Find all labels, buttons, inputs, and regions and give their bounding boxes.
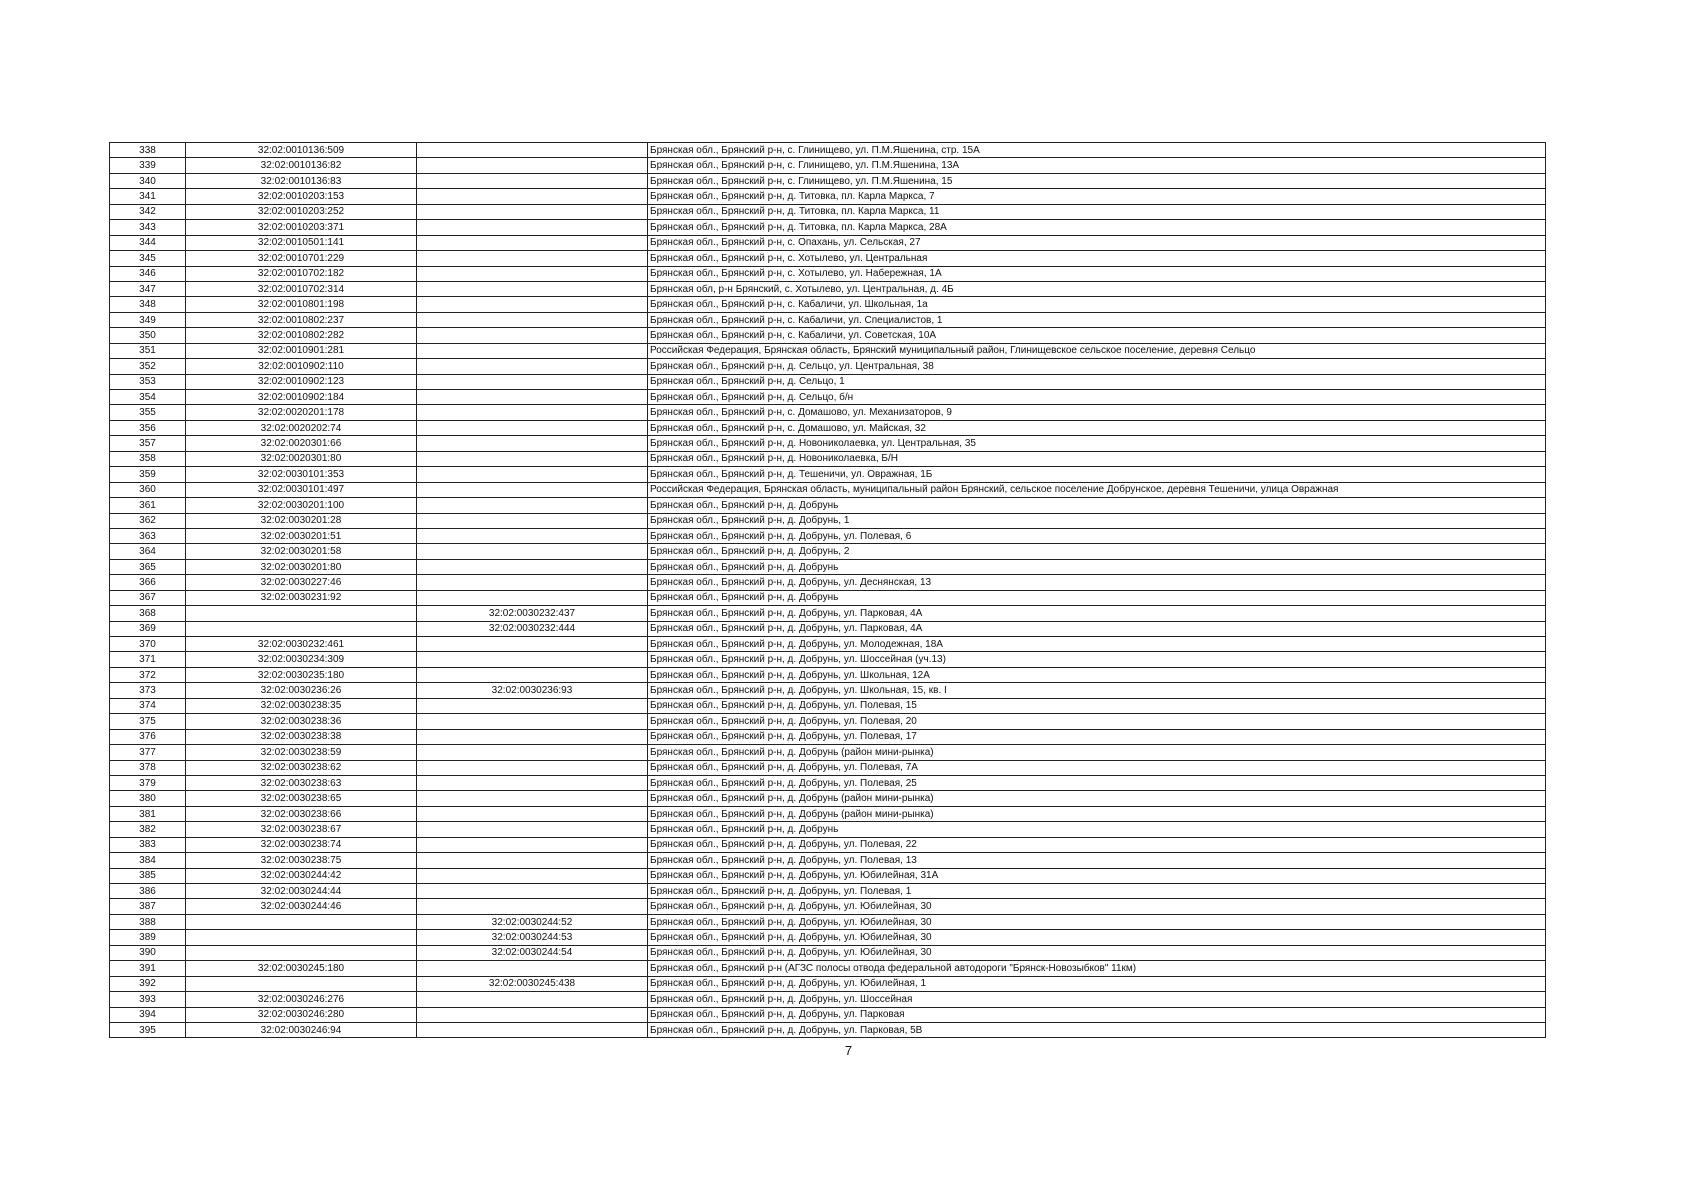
table-row bbox=[110, 544, 1546, 559]
cadastral-number-cell: 32:02:0010902:184 bbox=[186, 390, 417, 405]
row-number-cell: 366 bbox=[110, 575, 186, 590]
table-row bbox=[110, 1007, 1546, 1022]
cadastral-number-cell: 32:02:0030238:74 bbox=[186, 837, 417, 852]
address-cell: Брянская обл., Брянский р-н, д. Добрунь, ул. Шоссейная bbox=[648, 992, 1546, 1007]
address-cell: Брянская обл., Брянский р-н, д. Добрунь, ул. Парковая, 4А bbox=[648, 621, 1546, 636]
table-row bbox=[110, 914, 1546, 929]
address-cell: Брянская обл., Брянский р-н, д. Добрунь, ул. Полевая, 22 bbox=[648, 837, 1546, 852]
row-number-cell: 338 bbox=[110, 143, 186, 158]
address-cell: Брянская обл., Брянский р-н, д. Титовка, пл. Карла Маркса, 7 bbox=[648, 189, 1546, 204]
second-cadastral-number-cell: 32:02:0030244:52 bbox=[417, 914, 648, 929]
cadastral-number-cell: 32:02:0010701:229 bbox=[186, 251, 417, 266]
cadastral-number-cell: 32:02:0010902:110 bbox=[186, 359, 417, 374]
row-number-cell: 384 bbox=[110, 853, 186, 868]
address-cell: Брянская обл., Брянский р-н (АГЗС полосы отвода федеральной автодороги "Брянск-Новозыбков" 11км) bbox=[648, 961, 1546, 976]
cadastral-number-cell: 32:02:0030238:63 bbox=[186, 775, 417, 790]
row-number-cell: 373 bbox=[110, 683, 186, 698]
second-cadastral-number-cell bbox=[417, 729, 648, 744]
second-cadastral-number-cell bbox=[417, 451, 648, 466]
cadastral-number-cell: 32:02:0010702:182 bbox=[186, 266, 417, 281]
address-cell: Брянская обл., Брянский р-н, д. Добрунь, ул. Полевая, 13 bbox=[648, 853, 1546, 868]
cadastral-number-cell: 32:02:0030201:80 bbox=[186, 559, 417, 574]
row-number-cell: 379 bbox=[110, 775, 186, 790]
row-number-cell: 394 bbox=[110, 1007, 186, 1022]
table-row bbox=[110, 575, 1546, 590]
second-cadastral-number-cell bbox=[417, 420, 648, 435]
row-number-cell: 350 bbox=[110, 328, 186, 343]
cadastral-number-cell: 32:02:0020202:74 bbox=[186, 420, 417, 435]
table-row bbox=[110, 173, 1546, 188]
cadastral-number-cell: 32:02:0030244:44 bbox=[186, 884, 417, 899]
second-cadastral-number-cell bbox=[417, 698, 648, 713]
cadastral-number-cell bbox=[186, 606, 417, 621]
row-number-cell: 365 bbox=[110, 559, 186, 574]
table-row bbox=[110, 528, 1546, 543]
cadastral-number-cell: 32:02:0010902:123 bbox=[186, 374, 417, 389]
table-row bbox=[110, 853, 1546, 868]
row-number-cell: 360 bbox=[110, 482, 186, 497]
table-row bbox=[110, 621, 1546, 636]
table-row bbox=[110, 328, 1546, 343]
address-cell: Брянская обл., Брянский р-н, д. Добрунь, ул. Школьная, 12А bbox=[648, 667, 1546, 682]
cadastral-number-cell: 32:02:0010501:141 bbox=[186, 235, 417, 250]
table-row bbox=[110, 482, 1546, 497]
second-cadastral-number-cell bbox=[417, 806, 648, 821]
second-cadastral-number-cell bbox=[417, 575, 648, 590]
row-number-cell: 346 bbox=[110, 266, 186, 281]
second-cadastral-number-cell bbox=[417, 775, 648, 790]
second-cadastral-number-cell: 32:02:0030232:444 bbox=[417, 621, 648, 636]
second-cadastral-number-cell bbox=[417, 745, 648, 760]
second-cadastral-number-cell bbox=[417, 760, 648, 775]
address-cell: Брянская обл., Брянский р-н, д. Добрунь, 1 bbox=[648, 513, 1546, 528]
row-number-cell: 390 bbox=[110, 945, 186, 960]
address-cell: Российская Федерация, Брянская область, Брянский муниципальный район, Глинищевское сельское поселение, деревня Сельцо bbox=[648, 343, 1546, 358]
cadastral-number-cell bbox=[186, 930, 417, 945]
second-cadastral-number-cell: 32:02:0030236:93 bbox=[417, 683, 648, 698]
cadastral-number-cell: 32:02:0010801:198 bbox=[186, 297, 417, 312]
cadastral-number-cell: 32:02:0030235:180 bbox=[186, 667, 417, 682]
second-cadastral-number-cell: 32:02:0030232:437 bbox=[417, 606, 648, 621]
cadastral-number-cell: 32:02:0010203:252 bbox=[186, 204, 417, 219]
table-row bbox=[110, 204, 1546, 219]
cadastral-number-cell: 32:02:0020301:66 bbox=[186, 436, 417, 451]
table-row bbox=[110, 189, 1546, 204]
table-row bbox=[110, 1022, 1546, 1037]
address-cell: Брянская обл., Брянский р-н, д. Добрунь (район мини-рынка) bbox=[648, 791, 1546, 806]
cadastral-number-cell: 32:02:0030234:309 bbox=[186, 652, 417, 667]
page-number: 7 bbox=[844, 1043, 853, 1058]
row-number-cell: 382 bbox=[110, 822, 186, 837]
table-row bbox=[110, 667, 1546, 682]
table-row bbox=[110, 637, 1546, 652]
second-cadastral-number-cell bbox=[417, 374, 648, 389]
address-cell: Брянская обл., Брянский р-н, д. Добрунь, ул. Юбилейная, 30 bbox=[648, 914, 1546, 929]
second-cadastral-number-cell bbox=[417, 513, 648, 528]
table-row bbox=[110, 590, 1546, 605]
table-row bbox=[110, 251, 1546, 266]
second-cadastral-number-cell bbox=[417, 297, 648, 312]
row-number-cell: 395 bbox=[110, 1022, 186, 1037]
row-number-cell: 367 bbox=[110, 590, 186, 605]
cadastral-number-cell bbox=[186, 621, 417, 636]
table-row bbox=[110, 498, 1546, 513]
second-cadastral-number-cell bbox=[417, 1007, 648, 1022]
second-cadastral-number-cell bbox=[417, 544, 648, 559]
table-row bbox=[110, 158, 1546, 173]
cadastral-number-cell: 32:02:0010136:82 bbox=[186, 158, 417, 173]
cadastral-number-cell: 32:02:0030227:46 bbox=[186, 575, 417, 590]
second-cadastral-number-cell bbox=[417, 884, 648, 899]
row-number-cell: 351 bbox=[110, 343, 186, 358]
cadastral-number-cell: 32:02:0030246:276 bbox=[186, 992, 417, 1007]
row-number-cell: 370 bbox=[110, 637, 186, 652]
second-cadastral-number-cell bbox=[417, 791, 648, 806]
cadastral-number-cell: 32:02:0030232:461 bbox=[186, 637, 417, 652]
cadastral-number-cell: 32:02:0030201:58 bbox=[186, 544, 417, 559]
row-number-cell: 392 bbox=[110, 976, 186, 991]
table-row bbox=[110, 359, 1546, 374]
row-number-cell: 355 bbox=[110, 405, 186, 420]
table-row bbox=[110, 945, 1546, 960]
row-number-cell: 369 bbox=[110, 621, 186, 636]
second-cadastral-number-cell bbox=[417, 652, 648, 667]
cadastral-number-cell: 32:02:0030201:100 bbox=[186, 498, 417, 513]
address-cell: Брянская обл., Брянский р-н, д. Новониколаевка, ул. Центральная, 35 bbox=[648, 436, 1546, 451]
cadastral-number-cell: 32:02:0030245:180 bbox=[186, 961, 417, 976]
address-cell: Российская Федерация, Брянская область, муниципальный район Брянский, сельское поселение Добрунское, деревня Тешеничи, улица Овражная bbox=[648, 482, 1546, 497]
row-number-cell: 342 bbox=[110, 204, 186, 219]
table-row bbox=[110, 652, 1546, 667]
address-cell: Брянская обл., Брянский р-н, д. Добрунь bbox=[648, 559, 1546, 574]
table-row bbox=[110, 714, 1546, 729]
second-cadastral-number-cell bbox=[417, 235, 648, 250]
second-cadastral-number-cell bbox=[417, 1022, 648, 1037]
second-cadastral-number-cell bbox=[417, 559, 648, 574]
address-cell: Брянская обл., Брянский р-н, с. Глинищево, ул. П.М.Яшенина, стр. 15А bbox=[648, 143, 1546, 158]
table-row bbox=[110, 884, 1546, 899]
table-row bbox=[110, 760, 1546, 775]
address-cell: Брянская обл., Брянский р-н, с. Кабаличи, ул. Советская, 10А bbox=[648, 328, 1546, 343]
row-number-cell: 354 bbox=[110, 390, 186, 405]
row-number-cell: 371 bbox=[110, 652, 186, 667]
address-cell: Брянская обл., Брянский р-н, д. Добрунь, 2 bbox=[648, 544, 1546, 559]
second-cadastral-number-cell bbox=[417, 667, 648, 682]
cadastral-number-cell: 32:02:0030236:26 bbox=[186, 683, 417, 698]
second-cadastral-number-cell: 32:02:0030244:53 bbox=[417, 930, 648, 945]
second-cadastral-number-cell bbox=[417, 158, 648, 173]
address-cell: Брянская обл., Брянский р-н, д. Добрунь, ул. Юбилейная, 1 bbox=[648, 976, 1546, 991]
row-number-cell: 374 bbox=[110, 698, 186, 713]
row-number-cell: 387 bbox=[110, 899, 186, 914]
address-cell: Брянская обл, р-н Брянский, с. Хотылево, ул. Центральная, д. 4Б bbox=[648, 281, 1546, 296]
address-cell: Брянская обл., Брянский р-н, д. Сельцо, ул. Центральная, 38 bbox=[648, 359, 1546, 374]
second-cadastral-number-cell bbox=[417, 251, 648, 266]
address-cell: Брянская обл., Брянский р-н, д. Добрунь bbox=[648, 498, 1546, 513]
cadastral-number-cell: 32:02:0010203:153 bbox=[186, 189, 417, 204]
cadastral-number-cell: 32:02:0030231:92 bbox=[186, 590, 417, 605]
address-cell: Брянская обл., Брянский р-н, с. Кабаличи, ул. Школьная, 1а bbox=[648, 297, 1546, 312]
second-cadastral-number-cell bbox=[417, 390, 648, 405]
table-row bbox=[110, 745, 1546, 760]
second-cadastral-number-cell bbox=[417, 281, 648, 296]
table-row bbox=[110, 559, 1546, 574]
second-cadastral-number-cell bbox=[417, 637, 648, 652]
cadastral-number-cell: 32:02:0030201:28 bbox=[186, 513, 417, 528]
second-cadastral-number-cell bbox=[417, 220, 648, 235]
table-row bbox=[110, 343, 1546, 358]
address-cell: Брянская обл., Брянский р-н, д. Сельцо, 1 bbox=[648, 374, 1546, 389]
row-number-cell: 391 bbox=[110, 961, 186, 976]
row-number-cell: 393 bbox=[110, 992, 186, 1007]
cadastral-number-cell: 32:02:0010702:314 bbox=[186, 281, 417, 296]
row-number-cell: 340 bbox=[110, 173, 186, 188]
row-number-cell: 377 bbox=[110, 745, 186, 760]
table-row bbox=[110, 899, 1546, 914]
table-row bbox=[110, 436, 1546, 451]
table-row bbox=[110, 791, 1546, 806]
cadastral-number-cell: 32:02:0030246:94 bbox=[186, 1022, 417, 1037]
address-cell: Брянская обл., Брянский р-н, д. Добрунь, ул. Шоссейная (уч.13) bbox=[648, 652, 1546, 667]
table-row bbox=[110, 467, 1546, 482]
second-cadastral-number-cell bbox=[417, 266, 648, 281]
row-number-cell: 383 bbox=[110, 837, 186, 852]
address-cell: Брянская обл., Брянский р-н, с. Глинищево, ул. П.М.Яшенина, 15 bbox=[648, 173, 1546, 188]
address-cell: Брянская обл., Брянский р-н, с. Домашово, ул. Майская, 32 bbox=[648, 420, 1546, 435]
second-cadastral-number-cell bbox=[417, 590, 648, 605]
cadastral-number-cell: 32:02:0020301:80 bbox=[186, 451, 417, 466]
second-cadastral-number-cell bbox=[417, 992, 648, 1007]
cadastral-number-cell: 32:02:0030238:65 bbox=[186, 791, 417, 806]
row-number-cell: 347 bbox=[110, 281, 186, 296]
row-number-cell: 372 bbox=[110, 667, 186, 682]
table-row bbox=[110, 961, 1546, 976]
cadastral-number-cell: 32:02:0030238:38 bbox=[186, 729, 417, 744]
second-cadastral-number-cell bbox=[417, 189, 648, 204]
address-cell: Брянская обл., Брянский р-н, д. Добрунь, ул. Юбилейная, 30 bbox=[648, 899, 1546, 914]
row-number-cell: 368 bbox=[110, 606, 186, 621]
second-cadastral-number-cell bbox=[417, 853, 648, 868]
second-cadastral-number-cell bbox=[417, 204, 648, 219]
cadastral-number-cell: 32:02:0030238:62 bbox=[186, 760, 417, 775]
table-row bbox=[110, 266, 1546, 281]
cadastral-number-cell: 32:02:0030244:46 bbox=[186, 899, 417, 914]
row-number-cell: 358 bbox=[110, 451, 186, 466]
row-number-cell: 344 bbox=[110, 235, 186, 250]
second-cadastral-number-cell bbox=[417, 868, 648, 883]
table-row bbox=[110, 992, 1546, 1007]
second-cadastral-number-cell bbox=[417, 312, 648, 327]
table-row bbox=[110, 281, 1546, 296]
cadastral-number-cell bbox=[186, 914, 417, 929]
table-row bbox=[110, 297, 1546, 312]
table-row bbox=[110, 806, 1546, 821]
address-cell: Брянская обл., Брянский р-н, д. Добрунь, ул. Полевая, 7А bbox=[648, 760, 1546, 775]
table-body bbox=[110, 143, 1546, 1038]
address-cell: Брянская обл., Брянский р-н, д. Добрунь bbox=[648, 590, 1546, 605]
row-number-cell: 341 bbox=[110, 189, 186, 204]
second-cadastral-number-cell bbox=[417, 528, 648, 543]
table-row bbox=[110, 698, 1546, 713]
table-row bbox=[110, 822, 1546, 837]
address-cell: Брянская обл., Брянский р-н, д. Добрунь, ул. Парковая, 4А bbox=[648, 606, 1546, 621]
row-number-cell: 343 bbox=[110, 220, 186, 235]
cadastral-number-cell: 32:02:0030238:59 bbox=[186, 745, 417, 760]
table-row bbox=[110, 405, 1546, 420]
row-number-cell: 339 bbox=[110, 158, 186, 173]
row-number-cell: 386 bbox=[110, 884, 186, 899]
cadastral-number-cell: 32:02:0030238:35 bbox=[186, 698, 417, 713]
second-cadastral-number-cell bbox=[417, 328, 648, 343]
table-row bbox=[110, 930, 1546, 945]
address-cell: Брянская обл., Брянский р-н, д. Добрунь, ул. Школьная, 15, кв. I bbox=[648, 683, 1546, 698]
address-cell: Брянская обл., Брянский р-н, д. Добрунь, ул. Полевая, 20 bbox=[648, 714, 1546, 729]
address-cell: Брянская обл., Брянский р-н, д. Новониколаевка, Б/Н bbox=[648, 451, 1546, 466]
second-cadastral-number-cell bbox=[417, 467, 648, 482]
cadastral-number-cell: 32:02:0010136:83 bbox=[186, 173, 417, 188]
table-row bbox=[110, 312, 1546, 327]
table-row bbox=[110, 513, 1546, 528]
row-number-cell: 389 bbox=[110, 930, 186, 945]
row-number-cell: 352 bbox=[110, 359, 186, 374]
cadastral-number-cell: 32:02:0010802:237 bbox=[186, 312, 417, 327]
row-number-cell: 375 bbox=[110, 714, 186, 729]
address-cell: Брянская обл., Брянский р-н, д. Добрунь, ул. Полевая, 25 bbox=[648, 775, 1546, 790]
address-cell: Брянская обл., Брянский р-н, д. Добрунь, ул. Полевая, 17 bbox=[648, 729, 1546, 744]
table-row bbox=[110, 606, 1546, 621]
second-cadastral-number-cell bbox=[417, 436, 648, 451]
second-cadastral-number-cell bbox=[417, 359, 648, 374]
address-cell: Брянская обл., Брянский р-н, д. Титовка, пл. Карла Маркса, 11 bbox=[648, 204, 1546, 219]
table-row bbox=[110, 374, 1546, 389]
row-number-cell: 385 bbox=[110, 868, 186, 883]
cadastral-number-cell: 32:02:0030238:67 bbox=[186, 822, 417, 837]
row-number-cell: 359 bbox=[110, 467, 186, 482]
row-number-cell: 378 bbox=[110, 760, 186, 775]
second-cadastral-number-cell bbox=[417, 961, 648, 976]
cadastral-number-cell: 32:02:0030238:66 bbox=[186, 806, 417, 821]
property-register-table bbox=[109, 142, 1546, 1038]
address-cell: Брянская обл., Брянский р-н, с. Хотылево, ул. Центральная bbox=[648, 251, 1546, 266]
row-number-cell: 345 bbox=[110, 251, 186, 266]
row-number-cell: 361 bbox=[110, 498, 186, 513]
row-number-cell: 380 bbox=[110, 791, 186, 806]
second-cadastral-number-cell bbox=[417, 837, 648, 852]
address-cell: Брянская обл., Брянский р-н, д. Добрунь, ул. Парковая, 5В bbox=[648, 1022, 1546, 1037]
cadastral-number-cell: 32:02:0020201:178 bbox=[186, 405, 417, 420]
address-cell: Брянская обл., Брянский р-н, д. Добрунь, ул. Юбилейная, 30 bbox=[648, 930, 1546, 945]
address-cell: Брянская обл., Брянский р-н, д. Добрунь, ул. Парковая bbox=[648, 1007, 1546, 1022]
cadastral-number-cell bbox=[186, 976, 417, 991]
cadastral-number-cell: 32:02:0030238:36 bbox=[186, 714, 417, 729]
cadastral-number-cell: 32:02:0030101:497 bbox=[186, 482, 417, 497]
cadastral-number-cell: 32:02:0030238:75 bbox=[186, 853, 417, 868]
cadastral-number-cell: 32:02:0030244:42 bbox=[186, 868, 417, 883]
row-number-cell: 356 bbox=[110, 420, 186, 435]
row-number-cell: 364 bbox=[110, 544, 186, 559]
address-cell: Брянская обл., Брянский р-н, с. Хотылево, ул. Набережная, 1А bbox=[648, 266, 1546, 281]
row-number-cell: 349 bbox=[110, 312, 186, 327]
cadastral-number-cell: 32:02:0030201:51 bbox=[186, 528, 417, 543]
row-number-cell: 381 bbox=[110, 806, 186, 821]
cadastral-number-cell bbox=[186, 945, 417, 960]
row-number-cell: 363 bbox=[110, 528, 186, 543]
address-cell: Брянская обл., Брянский р-н, с. Домашово, ул. Механизаторов, 9 bbox=[648, 405, 1546, 420]
table-row bbox=[110, 143, 1546, 158]
row-number-cell: 376 bbox=[110, 729, 186, 744]
address-cell: Брянская обл., Брянский р-н, с. Кабаличи, ул. Специалистов, 1 bbox=[648, 312, 1546, 327]
address-cell: Брянская обл., Брянский р-н, д. Добрунь, ул. Молодежная, 18А bbox=[648, 637, 1546, 652]
cadastral-number-cell: 32:02:0010136:509 bbox=[186, 143, 417, 158]
table-row bbox=[110, 451, 1546, 466]
table-row bbox=[110, 729, 1546, 744]
second-cadastral-number-cell bbox=[417, 143, 648, 158]
address-cell: Брянская обл., Брянский р-н, д. Добрунь, ул. Полевая, 15 bbox=[648, 698, 1546, 713]
address-cell: Брянская обл., Брянский р-н, с. Опахань, ул. Сельская, 27 bbox=[648, 235, 1546, 250]
table-row bbox=[110, 976, 1546, 991]
address-cell: Брянская обл., Брянский р-н, д. Тешеничи, ул. Овражная, 1Б bbox=[648, 467, 1546, 482]
address-cell: Брянская обл., Брянский р-н, д. Добрунь, ул. Деснянская, 13 bbox=[648, 575, 1546, 590]
address-cell: Брянская обл., Брянский р-н, д. Добрунь, ул. Юбилейная, 31А bbox=[648, 868, 1546, 883]
cadastral-number-cell: 32:02:0030246:280 bbox=[186, 1007, 417, 1022]
row-number-cell: 357 bbox=[110, 436, 186, 451]
table-row bbox=[110, 220, 1546, 235]
table-row bbox=[110, 235, 1546, 250]
table-row bbox=[110, 775, 1546, 790]
address-cell: Брянская обл., Брянский р-н, д. Добрунь (район мини-рынка) bbox=[648, 806, 1546, 821]
second-cadastral-number-cell bbox=[417, 714, 648, 729]
cadastral-number-cell: 32:02:0010203:371 bbox=[186, 220, 417, 235]
second-cadastral-number-cell bbox=[417, 405, 648, 420]
cadastral-number-cell: 32:02:0030101:353 bbox=[186, 467, 417, 482]
table-row bbox=[110, 420, 1546, 435]
table-row bbox=[110, 683, 1546, 698]
cadastral-number-cell: 32:02:0010802:282 bbox=[186, 328, 417, 343]
second-cadastral-number-cell bbox=[417, 899, 648, 914]
cadastral-number-cell: 32:02:0010901:281 bbox=[186, 343, 417, 358]
address-cell: Брянская обл., Брянский р-н, д. Добрунь, ул. Юбилейная, 30 bbox=[648, 945, 1546, 960]
address-cell: Брянская обл., Брянский р-н, д. Добрунь (район мини-рынка) bbox=[648, 745, 1546, 760]
table-row bbox=[110, 868, 1546, 883]
second-cadastral-number-cell bbox=[417, 173, 648, 188]
second-cadastral-number-cell bbox=[417, 498, 648, 513]
second-cadastral-number-cell bbox=[417, 822, 648, 837]
second-cadastral-number-cell: 32:02:0030245:438 bbox=[417, 976, 648, 991]
row-number-cell: 388 bbox=[110, 914, 186, 929]
row-number-cell: 362 bbox=[110, 513, 186, 528]
second-cadastral-number-cell: 32:02:0030244:54 bbox=[417, 945, 648, 960]
address-cell: Брянская обл., Брянский р-н, д. Добрунь, ул. Полевая, 6 bbox=[648, 528, 1546, 543]
address-cell: Брянская обл., Брянский р-н, д. Титовка, пл. Карла Маркса, 28А bbox=[648, 220, 1546, 235]
address-cell: Брянская обл., Брянский р-н, д. Добрунь bbox=[648, 822, 1546, 837]
table-row bbox=[110, 837, 1546, 852]
address-cell: Брянская обл., Брянский р-н, д. Добрунь, ул. Полевая, 1 bbox=[648, 884, 1546, 899]
table-row bbox=[110, 390, 1546, 405]
second-cadastral-number-cell bbox=[417, 482, 648, 497]
second-cadastral-number-cell bbox=[417, 343, 648, 358]
address-cell: Брянская обл., Брянский р-н, с. Глинищево, ул. П.М.Яшенина, 13А bbox=[648, 158, 1546, 173]
row-number-cell: 353 bbox=[110, 374, 186, 389]
address-cell: Брянская обл., Брянский р-н, д. Сельцо, б/н bbox=[648, 390, 1546, 405]
row-number-cell: 348 bbox=[110, 297, 186, 312]
